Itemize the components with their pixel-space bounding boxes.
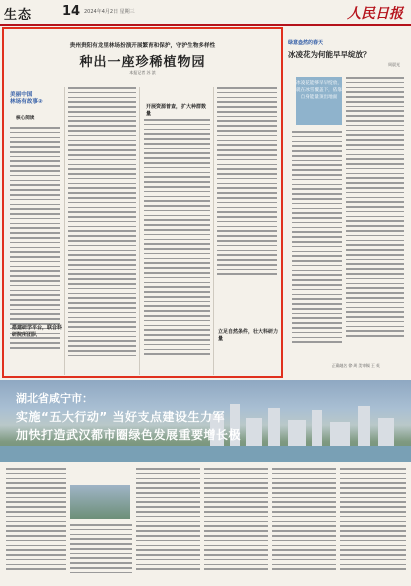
column-article <box>288 27 408 377</box>
inset-photo <box>70 485 130 519</box>
subhead-2: 立足自然条件，壮大科研力量 <box>218 329 279 342</box>
story-kicker: 贵州贵阳有龙里林场扮演开展繁育和保护，守护生物多样性 <box>69 43 216 49</box>
bottom-column-4 <box>204 468 268 573</box>
column-author: 周晨光 <box>388 62 400 67</box>
body-column-1 <box>10 127 63 352</box>
issue-date: 2024年4月2日 星期三 <box>84 9 135 15</box>
series-tag-line2: 林场有故事② <box>10 99 43 105</box>
bottom-column-1 <box>6 468 66 573</box>
newspaper-logo: 人民日报 <box>347 6 403 22</box>
body-column-2 <box>68 87 136 360</box>
page-number: 14 <box>62 4 81 19</box>
pull-quote: 冰凌花能够早早绽放，就在冰雪覆盖下，依靠自身能量顶出地面 <box>296 77 342 125</box>
story-headline: 种出一座珍稀植物园 <box>79 55 206 70</box>
series-tag <box>10 92 43 106</box>
core-reading-label: 核心阅读 <box>16 116 35 121</box>
banner-subtitle: 湖北省咸宁市： <box>16 392 93 405</box>
masthead <box>0 0 411 26</box>
bottom-column-6 <box>340 468 406 573</box>
body-column-3 <box>144 119 210 358</box>
city-photo-banner <box>0 380 411 462</box>
column-body-left <box>292 131 342 346</box>
subhead-3: 搭建研学平台，联合科研院所团队 <box>12 325 63 338</box>
banner-headline-2: 加快打造武汉都市圈绿色发展重要增长极 <box>16 428 242 442</box>
section-name: 生态 <box>4 8 33 23</box>
banner-headline-1: 实施“五大行动” 当好支点建设生力军 <box>16 410 225 424</box>
subhead-1: 开展资源普查，扩大种群数量 <box>146 104 207 117</box>
bottom-column-2 <box>70 524 132 577</box>
series-tag-line1: 美丽中国 <box>10 92 33 98</box>
column-body-right <box>346 77 404 340</box>
column-title: 冰凌花为何能早早绽放？ <box>288 50 371 59</box>
bottom-column-5 <box>272 468 336 573</box>
lead-story-box <box>2 27 283 378</box>
river <box>0 446 411 462</box>
column-footer: 正确地名 徐·周 美审稿 王 英 <box>332 363 380 368</box>
body-column-4 <box>217 87 277 278</box>
story-byline: 本报记者 苏 滨 <box>129 70 156 75</box>
column-tag: 绿意盎然的春天 <box>288 40 324 46</box>
bottom-column-3 <box>136 468 200 573</box>
